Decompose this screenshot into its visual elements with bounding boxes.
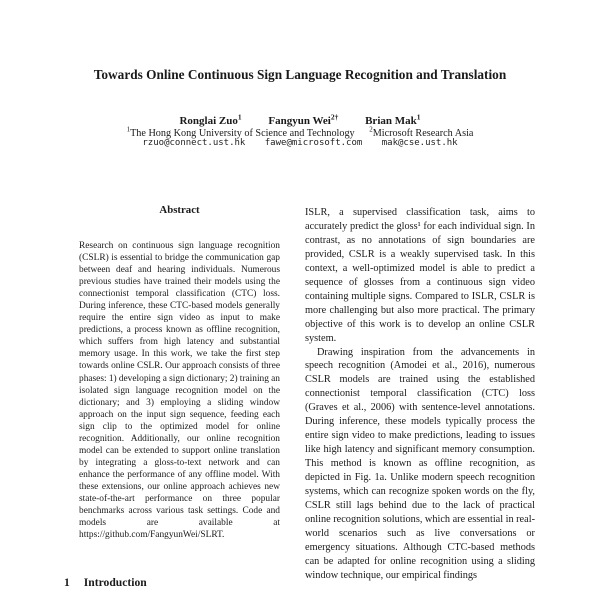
email-address: rzuo@connect.ust.hk: [142, 138, 246, 148]
author-name: Fangyun Wei: [268, 114, 331, 127]
author-superscript: 1: [237, 112, 242, 121]
right-column: [305, 206, 535, 600]
author-superscript: 2†: [330, 112, 339, 121]
abstract-text: Research on continuous sign language recognition (CSLR) is essential to bridge the communication gap between deaf and hearing individuals. Numerous previous studies have trained their models using the connectionist temporal classification (CTC) loss. During inference, these CTC-based models generally require the entire sign video as input to make predictions, a process known as offline recognition, which suffers from high latency and substantial memory usage. In this work, we take the first step towards online CSLR. Our approach consists of three phases: 1) developing a sign dictionary; 2) training an isolated sign language recognition model on the dictionary; and 3) employing a sliding window approach on the input sign sequence, feeding each sign clip to the optimized model for online recognition. Additionally, our online recognition model can be extended to support online translation by integrating a gloss-to-text network and can enhance the performance of any offline model. With these extensions, our online approach achieves new state-of-the-art performance on three popular benchmarks across various task settings. Code and models are available at https://github.com/FangyunWei/SLRT.: [79, 241, 280, 541]
body-paragraph: ISLR, a supervised classification task, aims to accurately predict the gloss¹ for each individual sign. In contrast, as no annotations of sign boundaries are provided, CSLR is a weakly supervised task. In this context, a well-optimized model is able to predict a sequence of glosses from a continuous sign video containing multiple signs. Compared to ISLR, CSLR is more challenging but also more practical. The primary objective of this work is to develop an online CSLR system.: [305, 207, 535, 344]
email-address: fawe@microsoft.com: [264, 138, 363, 148]
author-superscript: 1: [416, 112, 421, 121]
affiliation-text: The Hong Kong University of Science and Technology: [130, 128, 355, 140]
email-line: [0, 137, 600, 149]
body-paragraph: Drawing inspiration from the advancements in speech recognition (Amodei et al., 2016), numerous CSLR models are trained using the established connectionist temporal classification (CTC) loss (Graves et al., 2006) with sentence-level annotations. During inference, these models typically process the entire sign video to make predictions, leading to issues like high latency and significant memory consumption. This method is known as offline recognition, as depicted in Fig. 1a. Unlike modern speech recognition systems, which can recognize spoken words on the fly, CSLR still lags behind due to the lack of practical online recognition solutions, which are essential in real-world scenarios such as live conversations or emergency situations. Although CTC-based methods can be adapted for online recognition using a sliding window technique, our empirical findings: [305, 346, 535, 581]
author-name: Brian Mak: [365, 114, 417, 127]
author-name: Ronglai Zuo: [179, 114, 238, 127]
left-column: [63, 204, 296, 541]
section-heading-introduction: [64, 576, 147, 590]
paper-title: Towards Online Continuous Sign Language Recognition and Translation: [93, 67, 507, 82]
section-title: Introduction: [83, 576, 147, 589]
affiliation-text: Microsoft Research Asia: [372, 128, 474, 140]
affiliation-superscript: 1: [126, 126, 131, 134]
abstract-heading: Abstract: [159, 204, 200, 216]
affiliation-superscript: 2: [369, 126, 373, 134]
email-address: mak@cse.ust.hk: [381, 138, 458, 148]
section-number: 1: [64, 576, 70, 589]
